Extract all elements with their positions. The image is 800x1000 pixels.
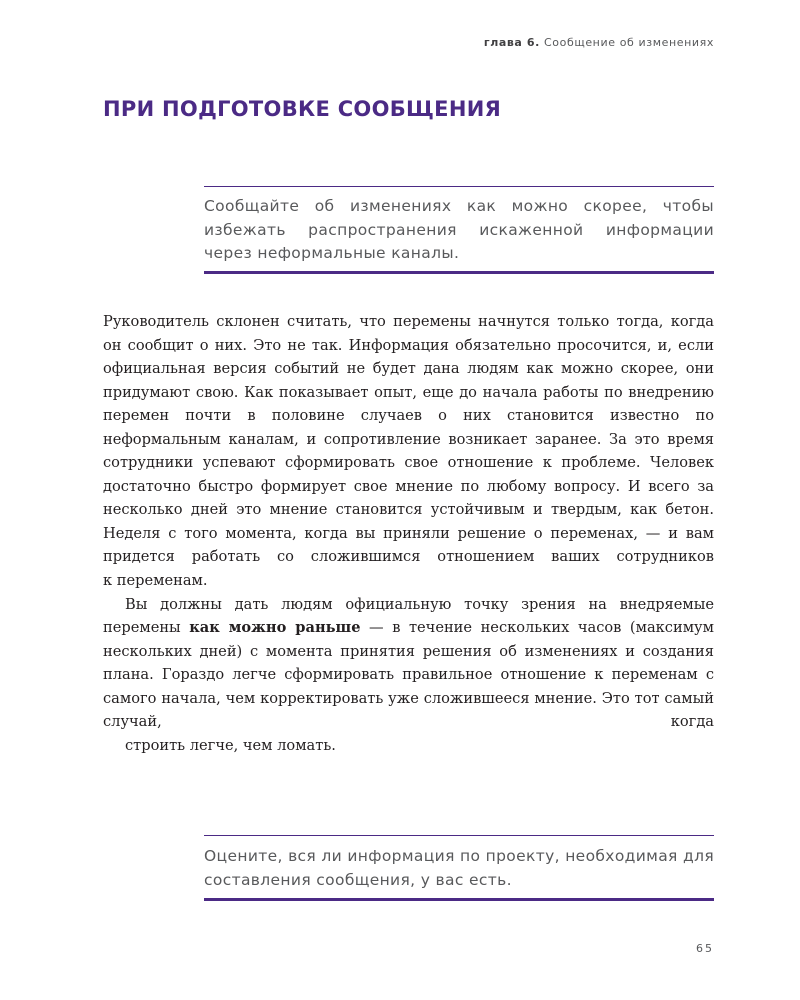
callout-top-text: Сообщайте об изменениях как можно скорее, чтобы избежать распространения искаженной информации через неформальные каналы. (204, 197, 714, 262)
body-paragraph-1-main: Руководитель склонен считать, что перемены начнутся только тогда, когда он сообщит о них. Это не так. Информация обязательно просочится, и, если официальная версия событий не будет дана людям как можно скорее, они придумают свою. Как показывает опыт, еще до начала работы по внедрению перемен почти в половине случаев о них становится известно по неформальным каналам, и сопротивление возникает заранее. За это время сотрудники успевают сформировать свое отношение к проблеме. Человек достаточно быстро формирует свое мнение по любому вопросу. И всего за несколько дней это мнение становится устойчивым и твердым, как бетон. Неделя с того момента, когда вы приняли решение о переменах, — и вам придется работать со сложившимся отношением ваших сотрудников (103, 313, 714, 566)
section-title: ПРИ ПОДГОТОВКЕ СООБЩЕНИЯ (103, 97, 502, 121)
chapter-label: глава 6. (483, 36, 540, 49)
callout-bottom-text: Оцените, вся ли информация по проекту, необходимая для составления сообщения, у вас есть. (204, 847, 714, 889)
body-paragraph-2-start: Вы должны дать людям официальную точку зрения на внедряемые перемены (103, 595, 714, 637)
body-paragraph-2-last-line: строить легче, чем ломать. (125, 736, 336, 754)
chapter-title: Сообщение об изменениях (544, 36, 714, 49)
callout-bottom (204, 835, 714, 901)
body-paragraph-1 (103, 310, 714, 593)
body-paragraph-2 (103, 593, 714, 758)
body-text (103, 310, 714, 757)
body-paragraph-2-main: — в течение нескольких часов (максимум нескольких дней) с момента принятия решения об изменениях и создания плана. Гораздо легче сформировать правильное отношение к переменам с самого начала, чем корректировать уже сложившееся мнение. Это тот самый случай, когда (103, 619, 714, 731)
callout-top (204, 186, 714, 274)
body-paragraph-2-emphasis: как можно раньше (189, 619, 361, 637)
body-paragraph-1-last-line: к переменам. (103, 572, 208, 590)
page-number: 65 (696, 942, 714, 955)
running-header (484, 36, 714, 49)
